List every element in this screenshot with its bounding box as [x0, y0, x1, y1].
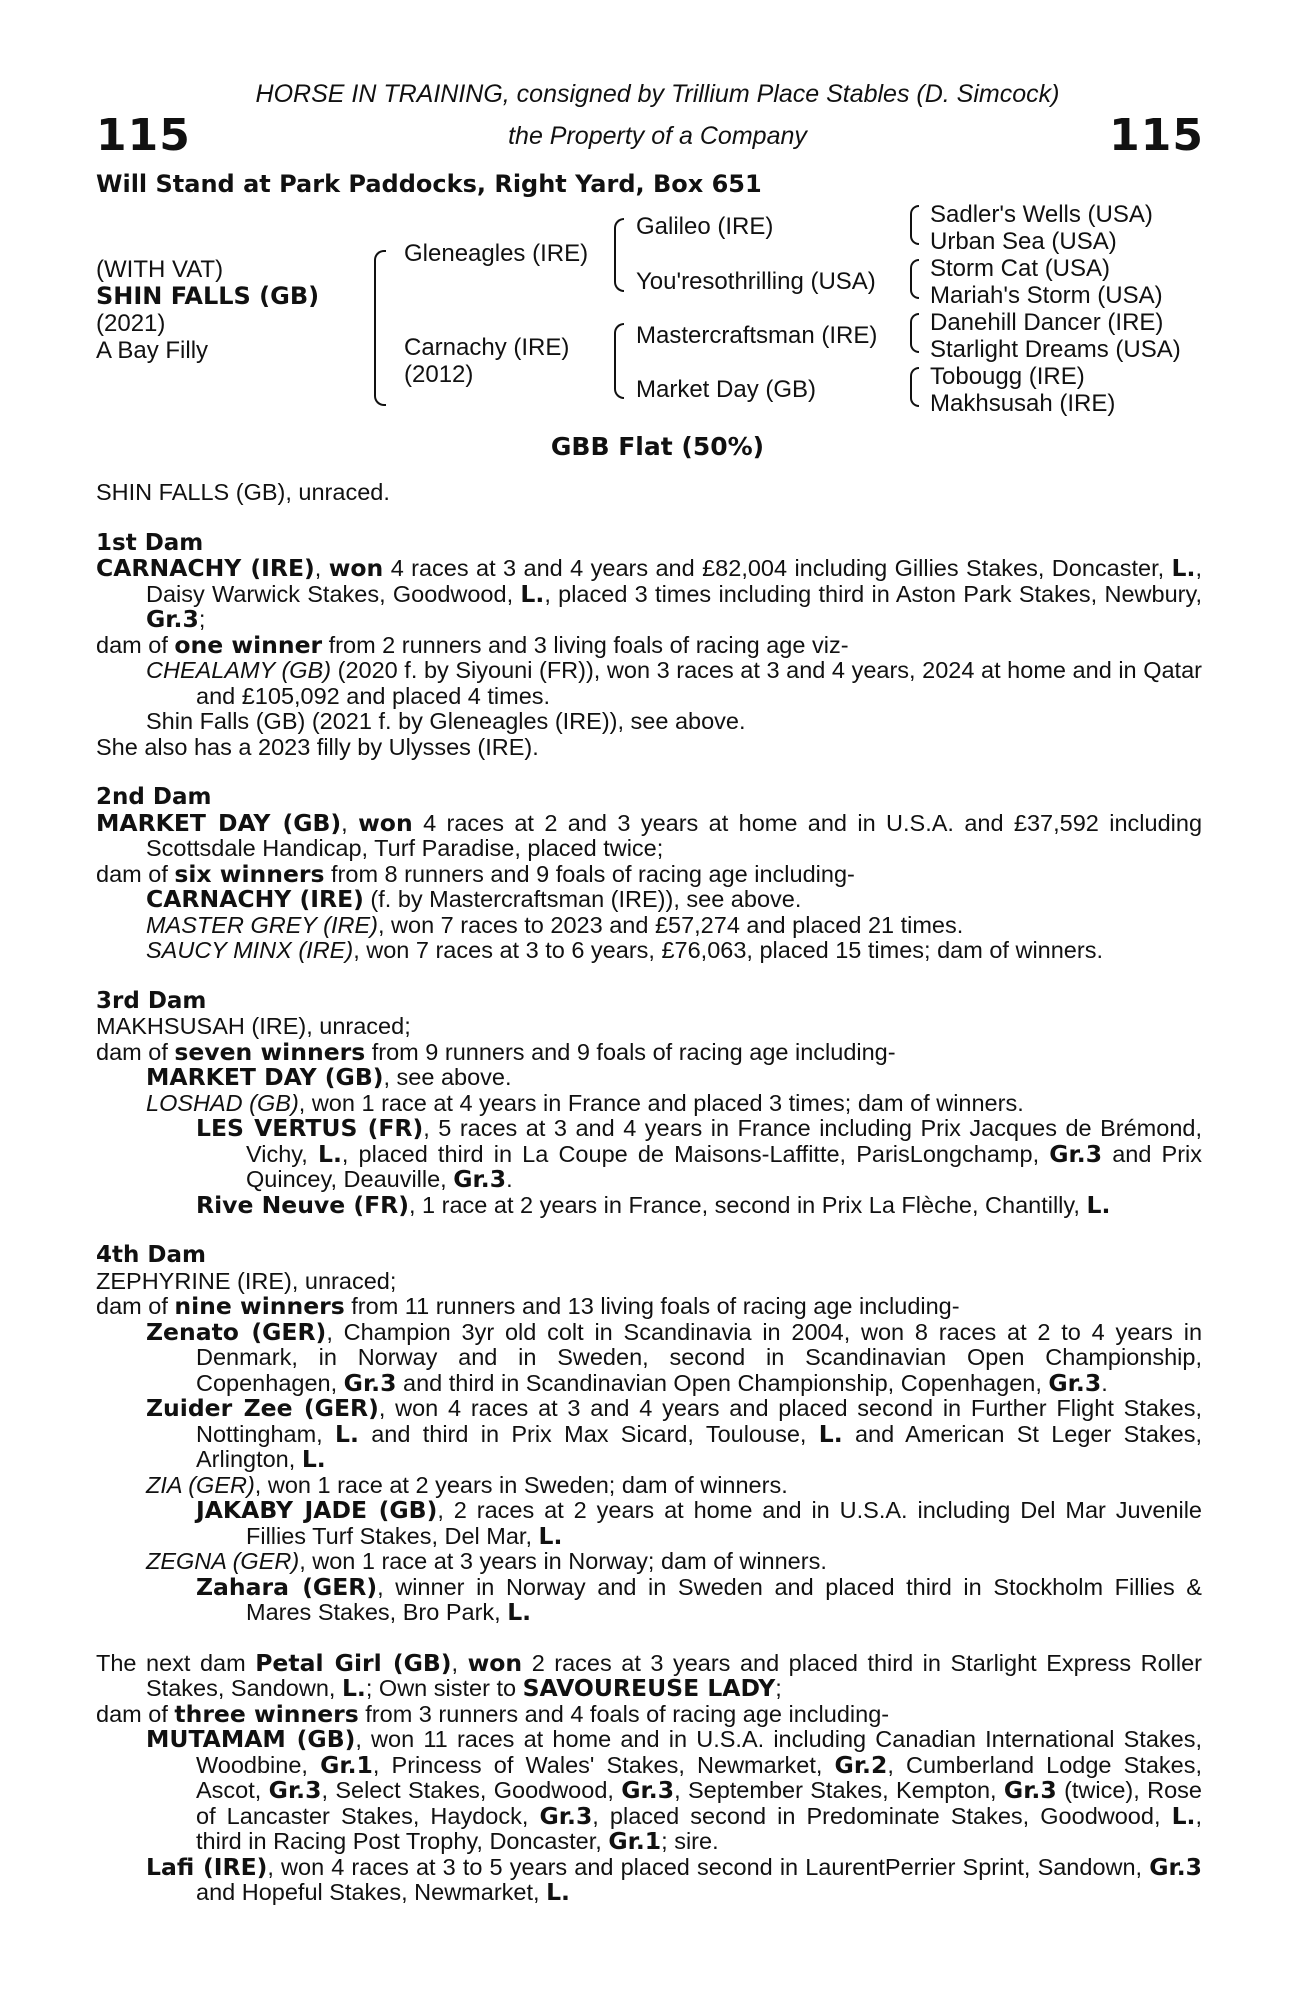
section-heading: 3rd Dam: [96, 987, 207, 1014]
produce-summary: dam of seven winners from 9 runners and 9 foals of racing age including-: [96, 1037, 896, 1066]
next-dam-section: [96, 1648, 1203, 1906]
pedigree-brace: [374, 250, 386, 406]
sire-dam: You'resothrilling (USA): [636, 268, 876, 295]
sd-brace: [910, 259, 919, 299]
ss-brace: [910, 205, 919, 245]
produce-entry: JAKABY JADE (GB), 2 races at 2 years at home and in U.S.A. including Del Mar Juvenile Fillies Turf Stakes, Del Mar, L.: [196, 1496, 1202, 1550]
sire-sire-dam: Urban Sea (USA): [930, 228, 1117, 255]
produce-note: She also has a 2023 filly by Ulysses (IRE).: [96, 733, 539, 760]
dam-record: MARKET DAY (GB), won 4 races at 2 and 3 years at home and in U.S.A. and £37,592 including Scottsdale Handicap, Turf Paradise, placed twice;: [96, 808, 1203, 861]
vat-note: (WITH VAT): [96, 256, 224, 283]
won-label: won: [328, 554, 384, 582]
produce-summary: dam of one winner from 2 runners and 3 living foals of racing age viz-: [96, 630, 849, 659]
horse-year: (2021): [96, 310, 166, 337]
property-line: the Property of a Company: [508, 122, 807, 150]
catalogue-body: [96, 480, 1202, 1906]
dam-sire: Mastercraftsman (IRE): [636, 322, 878, 349]
produce-entry: LOSHAD (GB), won 1 race at 4 years in France and placed 3 times; dam of winners.: [146, 1089, 1024, 1116]
ds-brace: [910, 313, 919, 353]
first-dam-section: [96, 531, 1202, 761]
produce-summary: dam of three winners from 3 runners and 4 foals of racing age including-: [96, 1699, 890, 1728]
consignor-line: HORSE IN TRAINING, consigned by Trillium Place Stables (D. Simcock): [255, 80, 1060, 108]
gbb-flat-note: GBB Flat (50%): [550, 432, 765, 461]
produce-entry: MASTER GREY (IRE), won 7 races to 2023 and £57,274 and placed 21 times.: [146, 911, 964, 938]
produce-entry: Shin Falls (GB) (2021 f. by Gleneagles (IRE)), see above.: [146, 708, 746, 734]
section-heading: 2nd Dam: [96, 784, 212, 810]
dam-dam-sire: Tobougg (IRE): [930, 363, 1085, 390]
third-dam-section: [96, 989, 1202, 1219]
produce-summary: dam of six winners from 8 runners and 9 foals of racing age including-: [96, 859, 855, 888]
produce-entry: ZEGNA (GER), won 1 race at 3 years in Norway; dam of winners.: [146, 1548, 827, 1574]
dam-dam-dam: Makhsusah (IRE): [930, 390, 1116, 417]
section-heading: 1st Dam: [96, 529, 204, 556]
produce-entry: Rive Neuve (FR), 1 race at 2 years in France, second in Prix La Flèche, Chantilly, L.: [196, 1190, 1111, 1219]
produce-entry: Zenato (GER), Champion 3yr old colt in Scandinavia in 2004, won 8 races at 2 to 4 years in Denmark, in Norway and in Sweden, second in Scandinavian Open Championship, Copenhagen, Gr.3 and third in Scandinavian Open Championship, Copenhagen, Gr.3.: [146, 1317, 1203, 1397]
produce-entry: LES VERTUS (FR), 5 races at 3 and 4 years in France including Prix Jacques de Brémond, Vichy, L., placed third in La Coupe de Maisons-Laffitte, ParisLongchamp, Gr.3 and Prix Quincey, Deauville, Gr.3.: [196, 1114, 1203, 1193]
horse-name: SHIN FALLS (GB): [96, 282, 320, 310]
produce-entry: SAUCY MINX (IRE), won 7 races at 3 to 6 years, £76,063, placed 15 times; dam of winners.: [146, 937, 1103, 963]
dam-record: CARNACHY (IRE), won 4 races at 3 and 4 years and £82,004 including Gillies Stakes, Doncaster, L., Daisy Warwick Stakes, Goodwood, L., placed 3 times including third in Aston Park Stakes, Newbury, Gr.3;: [96, 554, 1202, 633]
produce-entry: Zahara (GER), winner in Norway and in Sweden and placed third in Stockholm Fillies & Mares Stakes, Bro Park, L.: [196, 1572, 1202, 1626]
dam-record: The next dam Petal Girl (GB), won 2 races at 3 years and placed third in Starlight Express Roller Stakes, Sandown, L.; Own sister to SAVOUREUSE LADY;: [96, 1648, 1203, 1702]
sire-sire-sire: Sadler's Wells (USA): [930, 201, 1153, 228]
produce-entry: Zuider Zee (GER), won 4 races at 3 and 4 years and placed second in Further Flight Stakes, Nottingham, L. and third in Prix Max Sicard, Toulouse, L. and American St Leger Stakes, Arlington, L.: [146, 1394, 1202, 1473]
section-heading: 4th Dam: [96, 1242, 206, 1268]
intro-line: SHIN FALLS (GB), unraced.: [96, 479, 390, 505]
dam-year: (2012): [404, 361, 474, 388]
dd-brace: [910, 367, 919, 407]
dam-name: CARNACHY (IRE): [96, 554, 315, 582]
dam: Carnachy (IRE): [404, 334, 570, 361]
lot-number-left: 115: [96, 110, 191, 161]
sire-dam-dam: Mariah's Storm (USA): [930, 282, 1163, 309]
sire-dam-sire: Storm Cat (USA): [930, 255, 1111, 282]
second-dam-section: [96, 785, 1202, 964]
dam-sire-sire: Danehill Dancer (IRE): [930, 309, 1164, 336]
sire-sire: Galileo (IRE): [636, 213, 774, 240]
dam-dam: Market Day (GB): [636, 376, 817, 403]
produce-entry: CARNACHY (IRE) (f. by Mastercraftsman (IRE)), see above.: [146, 885, 802, 913]
stand-location: Will Stand at Park Paddocks, Right Yard, Box 651: [96, 170, 762, 198]
produce-summary: dam of nine winners from 11 runners and 13 living foals of racing age including-: [96, 1292, 960, 1320]
fourth-dam-section: [96, 1243, 1202, 1626]
lot-number-right: 115: [1109, 110, 1204, 161]
produce-entry: Lafi (IRE), won 4 races at 3 to 5 years and placed second in LaurentPerrier Sprint, Sandown, Gr.3 and Hopeful Stakes, Newmarket, L.: [146, 1852, 1203, 1906]
dam-sire-dam: Starlight Dreams (USA): [930, 336, 1181, 363]
dam-record: ZEPHYRINE (IRE), unraced;: [96, 1267, 397, 1294]
horse-description: A Bay Filly: [96, 337, 209, 364]
sire-brace: [614, 218, 624, 292]
produce-entry: CHEALAMY (GB) (2020 f. by Siyouni (FR)), won 3 races at 3 and 4 years, 2024 at home and in Qatar and £105,092 and placed 4 times.: [146, 657, 1202, 709]
dam-record: MAKHSUSAH (IRE), unraced;: [96, 1013, 411, 1039]
produce-entry: MUTAMAM (GB), won 11 races at home and in U.S.A. including Canadian International Stakes, Woodbine, Gr.1, Princess of Wales' Stakes, Newmarket, Gr.2, Cumberland Lodge Stakes, Ascot, Gr.3, Select Stakes, Goodwood, Gr.3, September Stakes, Kempton, Gr.3 (twice), Rose of Lancaster Stakes, Haydock, Gr.3, placed second in Predominate Stakes, Goodwood, L., third in Racing Post Trophy, Doncaster, Gr.1; sire.: [146, 1725, 1202, 1855]
sire: Gleneagles (IRE): [404, 240, 589, 267]
dam-brace: [614, 323, 624, 399]
produce-entry: ZIA (GER), won 1 race at 2 years in Sweden; dam of winners.: [146, 1471, 788, 1498]
produce-entry: MARKET DAY (GB), see above.: [146, 1063, 512, 1091]
